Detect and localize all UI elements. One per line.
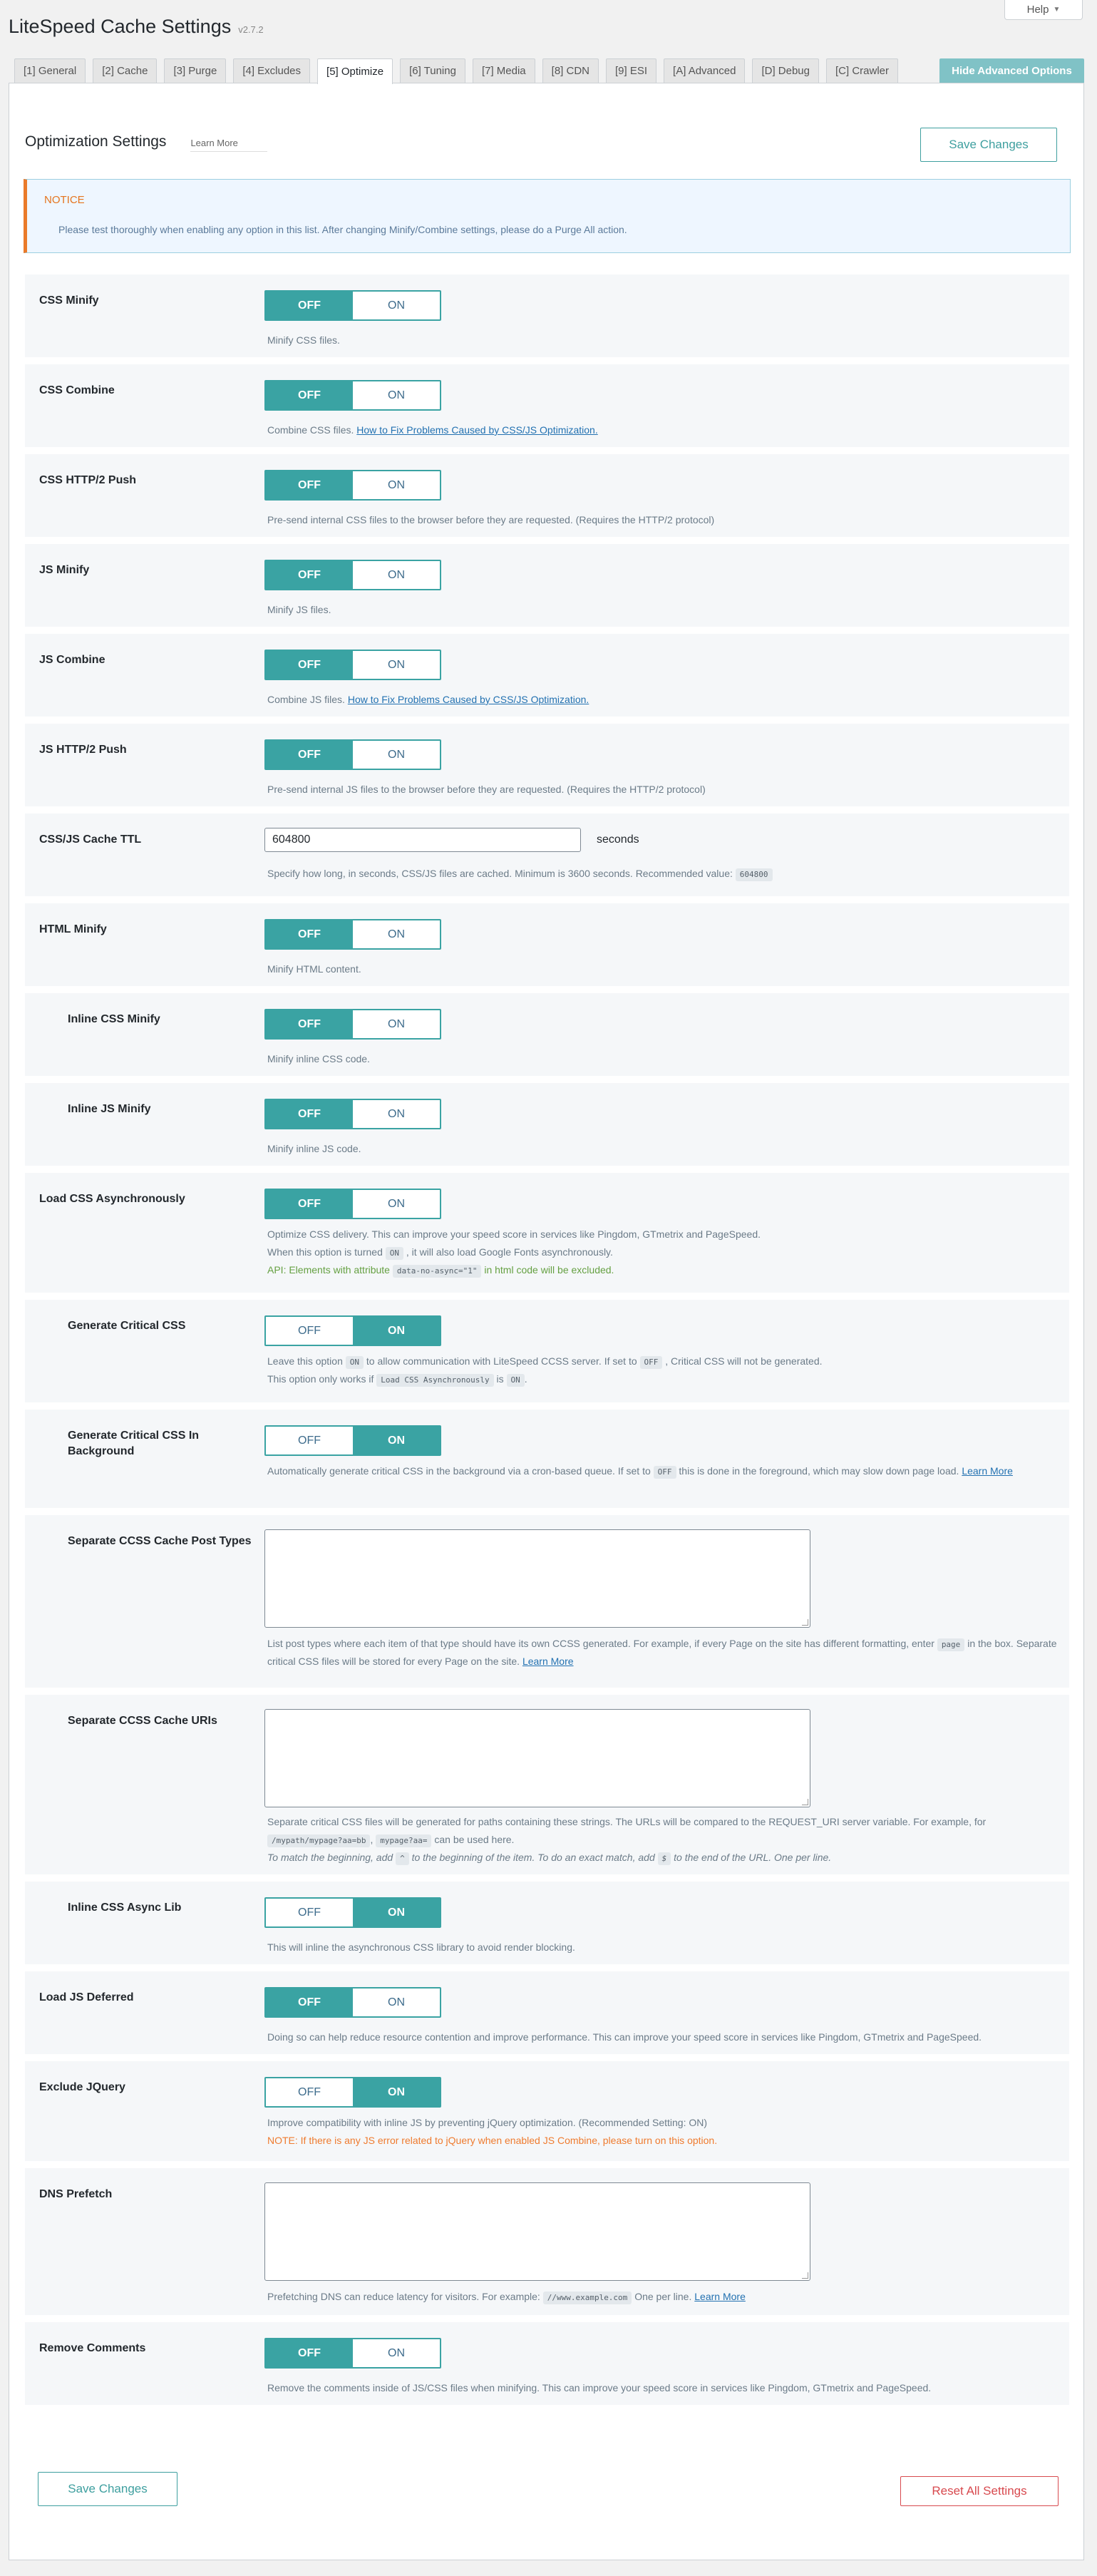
exclude-jquery-label: Exclude JQuery [39, 2081, 125, 2093]
sep-ccss-uri-path-code: /mypath/mypage?aa=bb [267, 1834, 370, 1847]
help-tab[interactable] [1004, 0, 1083, 20]
gen-critical-css-desc-2b: is [496, 1373, 504, 1385]
load-css-async-label: Load CSS Asynchronously [39, 1193, 185, 1205]
dns-prefetch-desc-b: One per line. [634, 2291, 692, 2302]
dns-prefetch-label: DNS Prefetch [39, 2188, 113, 2200]
js-http2-toggle[interactable] [264, 739, 441, 770]
css-combine-desc-text: Combine CSS files. [267, 424, 354, 436]
gen-critical-css-on[interactable]: ON [353, 1317, 440, 1345]
load-js-deferred-label: Load JS Deferred [39, 1991, 134, 2003]
load-css-async-desc-3b: in html code will be excluded. [484, 1264, 614, 1276]
tab-debug[interactable]: [D] Debug [752, 58, 819, 83]
row-load-js-deferred [25, 1971, 1069, 2054]
tab-advanced[interactable]: [A] Advanced [664, 58, 745, 83]
gen-critical-css-toggle[interactable] [264, 1315, 441, 1346]
gen-critical-bg-desc [267, 1462, 1059, 1480]
remove-comments-on[interactable]: ON [388, 2346, 405, 2359]
sep-ccss-uri-desc-2b: to the beginning of the item. To do an exact match, add [411, 1852, 655, 1863]
row-sep-ccss-post [25, 1515, 1069, 1688]
gen-critical-bg-off-code: OFF [654, 1466, 676, 1479]
cache-ttl-recommended-code: 604800 [736, 868, 773, 881]
html-minify-off[interactable]: OFF [266, 920, 353, 948]
load-css-async-on[interactable]: ON [388, 1197, 405, 1210]
cache-ttl-input[interactable] [264, 828, 581, 852]
row-css-minify [25, 274, 1069, 357]
dns-prefetch-textarea[interactable] [264, 2182, 810, 2281]
sep-ccss-uri-desc-1b: can be used here. [434, 1834, 515, 1845]
css-minify-on[interactable]: ON [388, 299, 405, 312]
inline-css-minify-off[interactable]: OFF [266, 1010, 353, 1038]
row-js-combine [25, 634, 1069, 717]
row-cache-ttl [25, 814, 1069, 896]
gen-critical-css-on-code: ON [346, 1356, 364, 1369]
css-http2-label: CSS HTTP/2 Push [39, 474, 137, 486]
dns-prefetch-desc [267, 2288, 1059, 2306]
js-minify-toggle[interactable] [264, 560, 441, 590]
load-css-async-desc-2b: , it will also load Google Fonts asynchronously. [406, 1246, 613, 1258]
row-sep-ccss-uri [25, 1695, 1069, 1874]
load-css-async-desc [267, 1226, 1059, 1279]
gen-critical-css-off-code: OFF [640, 1356, 663, 1369]
row-load-css-async [25, 1173, 1069, 1293]
load-css-async-off[interactable]: OFF [266, 1190, 353, 1218]
gen-critical-css-desc-1 [267, 1353, 1059, 1370]
sep-ccss-uri-label: Separate CCSS Cache URIs [68, 1715, 217, 1727]
sep-ccss-uri-textarea[interactable] [264, 1709, 810, 1807]
gen-critical-bg-label: Generate Critical CSS In Background [68, 1430, 200, 1457]
gen-critical-bg-desc-b: this is done in the foreground, which may slow down page load. [679, 1465, 959, 1477]
load-css-async-desc-2a: When this option is turned [267, 1246, 383, 1258]
js-http2-off[interactable]: OFF [266, 741, 353, 769]
css-http2-desc: Pre-send internal CSS files to the browser before they are requested. (Requires the HTTP/2 protocol) [267, 514, 715, 525]
sep-ccss-uri-dollar-code: $ [658, 1852, 671, 1865]
cache-ttl-unit: seconds [597, 833, 639, 846]
exclude-jquery-on[interactable]: ON [353, 2078, 440, 2106]
inline-js-minify-off[interactable]: OFF [266, 1100, 353, 1128]
css-combine-on[interactable]: ON [388, 389, 405, 401]
sep-ccss-post-desc-b: in the box. Separate critical CSS files will be stored for every Page on the site. [267, 1638, 1057, 1667]
js-combine-toggle[interactable] [264, 650, 441, 680]
gen-critical-css-desc [267, 1353, 1059, 1388]
version-label: v2.7.2 [238, 24, 264, 35]
html-minify-desc: Minify HTML content. [267, 963, 361, 975]
css-combine-label: CSS Combine [39, 384, 115, 396]
load-js-deferred-on[interactable]: ON [388, 1996, 405, 2008]
gen-critical-bg-off[interactable]: OFF [298, 1434, 321, 1447]
css-minify-toggle[interactable] [264, 290, 441, 321]
gen-critical-bg-on[interactable]: ON [353, 1427, 440, 1454]
tab-bar [14, 58, 898, 84]
page-title-text: LiteSpeed Cache Settings [9, 16, 232, 37]
inline-async-lib-off[interactable]: OFF [298, 1906, 321, 1919]
row-js-http2 [25, 724, 1069, 806]
exclude-jquery-desc [267, 2114, 1059, 2150]
inline-js-minify-toggle[interactable] [264, 1099, 441, 1129]
row-css-combine [25, 364, 1069, 447]
load-css-async-desc-3 [267, 1261, 1059, 1279]
load-js-deferred-toggle[interactable] [264, 1987, 441, 2018]
inline-css-minify-label: Inline CSS Minify [68, 1013, 160, 1025]
row-gen-critical-css [25, 1300, 1069, 1402]
sep-ccss-uri-query-code: mypage?aa= [376, 1834, 431, 1847]
css-combine-desc [267, 421, 1059, 439]
gen-critical-bg-toggle[interactable] [264, 1425, 441, 1456]
load-js-deferred-desc: Doing so can help reduce resource contention and improve performance. This can improve your speed score in services like Pingdom, GTmetrix and PageSpeed. [267, 2031, 982, 2043]
caret-down-icon: ▼ [1053, 6, 1061, 14]
row-css-http2 [25, 454, 1069, 537]
remove-comments-label: Remove Comments [39, 2342, 146, 2354]
inline-css-minify-toggle[interactable] [264, 1009, 441, 1040]
inline-js-minify-label: Inline JS Minify [68, 1103, 151, 1115]
css-combine-off[interactable]: OFF [266, 381, 353, 409]
gen-critical-css-desc-2a: This option only works if [267, 1373, 374, 1385]
gen-critical-css-desc-2c: . [524, 1373, 527, 1385]
inline-async-lib-label: Inline CSS Async Lib [68, 1902, 182, 1914]
inline-css-minify-on[interactable]: ON [388, 1017, 405, 1030]
section-header [25, 133, 267, 152]
load-js-deferred-off[interactable]: OFF [266, 1989, 353, 2016]
html-minify-on[interactable]: ON [388, 928, 405, 940]
tab-cdn[interactable]: [8] CDN [542, 58, 599, 83]
tab-esi[interactable]: [9] ESI [606, 58, 656, 83]
page-title [9, 16, 264, 38]
dns-prefetch-desc-a: Prefetching DNS can reduce latency for visitors. For example: [267, 2291, 540, 2302]
tab-optimize[interactable]: [5] Optimize [317, 58, 393, 84]
js-http2-label: JS HTTP/2 Push [39, 744, 127, 756]
inline-js-minify-desc: Minify inline JS code. [267, 1143, 361, 1154]
exclude-jquery-off[interactable]: OFF [298, 2085, 321, 2098]
row-exclude-jquery [25, 2061, 1069, 2161]
dns-prefetch-learn-more-link[interactable]: Learn More [694, 2291, 746, 2302]
css-minify-label: CSS Minify [39, 294, 99, 307]
row-remove-comments [25, 2322, 1069, 2405]
notice-title: NOTICE [44, 194, 85, 206]
remove-comments-toggle[interactable] [264, 2338, 441, 2369]
row-js-minify [25, 544, 1069, 627]
js-combine-fix-link[interactable]: How to Fix Problems Caused by CSS/JS Optimization. [347, 694, 589, 705]
css-combine-toggle[interactable] [264, 380, 441, 411]
js-minify-desc: Minify JS files. [267, 604, 331, 615]
settings-panel [9, 83, 1084, 2560]
js-http2-on[interactable]: ON [388, 748, 405, 761]
tab-cache[interactable]: [2] Cache [93, 58, 157, 83]
css-http2-off[interactable]: OFF [266, 471, 353, 499]
remove-comments-desc: Remove the comments inside of JS/CSS files when minifying. This can improve your speed score in services like Pingdom, GTmetrix and PageSpeed. [267, 2382, 932, 2393]
row-html-minify [25, 903, 1069, 986]
sep-ccss-uri-desc-1a: Separate critical CSS files will be generated for paths containing these strings. The URLs will be compared to the REQUEST_URI server variable. For example, for [267, 1816, 987, 1827]
gen-critical-css-desc-1b: to allow communication with LiteSpeed CCSS server. If set to [366, 1355, 637, 1367]
gen-critical-css-on-code-2: ON [507, 1374, 525, 1387]
sep-ccss-uri-caret-code: ^ [396, 1852, 409, 1865]
gen-critical-css-desc-1a: Leave this option [267, 1355, 343, 1367]
sep-ccss-post-learn-more-link[interactable]: Learn More [522, 1656, 574, 1667]
load-css-async-desc-3a: API: Elements with attribute [267, 1264, 390, 1276]
tab-purge[interactable]: [3] Purge [164, 58, 226, 83]
gen-critical-css-off[interactable]: OFF [298, 1324, 321, 1337]
reset-all-settings-button[interactable]: Reset All Settings [900, 2476, 1059, 2506]
js-combine-label: JS Combine [39, 654, 105, 666]
css-http2-on[interactable]: ON [388, 478, 405, 491]
inline-css-minify-desc: Minify inline CSS code. [267, 1053, 370, 1064]
js-minify-label: JS Minify [39, 564, 90, 576]
tab-excludes[interactable]: [4] Excludes [233, 58, 310, 83]
css-combine-fix-link[interactable]: How to Fix Problems Caused by CSS/JS Optimization. [356, 424, 598, 436]
help-label: Help [1026, 4, 1049, 16]
exclude-jquery-toggle[interactable] [264, 2077, 441, 2108]
load-css-async-desc-2 [267, 1243, 1059, 1261]
gen-critical-bg-learn-more-link[interactable]: Learn More [962, 1465, 1013, 1477]
dns-prefetch-example-code: //www.example.com [543, 2292, 632, 2304]
sep-ccss-uri-desc-2c: to the end of the URL. One per line. [674, 1852, 832, 1863]
sep-ccss-post-page-code: page [937, 1638, 965, 1651]
save-changes-button-bottom[interactable]: Save Changes [38, 2472, 177, 2506]
row-dns-prefetch [25, 2168, 1069, 2315]
js-minify-off[interactable]: OFF [266, 561, 353, 589]
load-css-async-toggle[interactable] [264, 1189, 441, 1219]
sep-ccss-uri-desc-2 [267, 1849, 1059, 1867]
hide-advanced-options-button[interactable]: Hide Advanced Options [939, 58, 1084, 83]
js-combine-desc-text: Combine JS files. [267, 694, 345, 705]
gen-critical-css-desc-1c: , Critical CSS will not be generated. [665, 1355, 823, 1367]
save-changes-button-top[interactable]: Save Changes [920, 128, 1057, 162]
sep-ccss-post-label: Separate CCSS Cache Post Types [68, 1535, 252, 1547]
remove-comments-off[interactable]: OFF [266, 2339, 353, 2367]
sep-ccss-uri-desc-2a: To match the beginning, add [267, 1852, 393, 1863]
sep-ccss-post-desc-a: List post types where each item of that type should have its own CCSS generated. For example, if every Page on the site has different formatting, enter [267, 1638, 934, 1649]
html-minify-toggle[interactable] [264, 919, 441, 950]
css-minify-desc: Minify CSS files. [267, 334, 340, 346]
js-combine-desc [267, 691, 1059, 709]
row-inline-css-minify [25, 993, 1069, 1076]
css-minify-off[interactable]: OFF [266, 292, 353, 319]
tab-crawler[interactable]: [C] Crawler [826, 58, 898, 83]
exclude-jquery-desc-text: Improve compatibility with inline JS by preventing jQuery optimization. (Recommended Setting: ON) [267, 2117, 708, 2128]
cache-ttl-desc-text: Specify how long, in seconds, CSS/JS files are cached. Minimum is 3600 seconds. Recommended value: [267, 868, 733, 879]
gen-critical-bg-desc-a: Automatically generate critical CSS in the background via a cron-based queue. If set to [267, 1465, 651, 1477]
load-css-async-desc-1: Optimize CSS delivery. This can improve your speed score in services like Pingdom, GTmetrix and PageSpeed. [267, 1228, 761, 1240]
row-inline-js-minify [25, 1083, 1069, 1166]
sep-ccss-post-textarea[interactable] [264, 1529, 810, 1628]
exclude-jquery-note: NOTE: If there is any JS error related to jQuery when enabled JS Combine, please turn on this option. [267, 2135, 718, 2146]
js-combine-on[interactable]: ON [388, 658, 405, 671]
load-css-async-attr-code: data-no-async="1" [393, 1265, 482, 1278]
sep-ccss-uri-desc-1: Separate critical CSS files will be generated for paths containing these strings. The URLs will be compared to the REQUEST_URI server variable. For example, for /mypath/mypage?aa=bb , mypage?aa= can be used here. [267, 1813, 1059, 1849]
js-minify-on[interactable]: ON [388, 568, 405, 581]
tab-tuning[interactable]: [6] Tuning [400, 58, 465, 83]
gen-critical-css-label: Generate Critical CSS [68, 1320, 186, 1332]
gen-critical-css-desc-2 [267, 1370, 1059, 1388]
html-minify-label: HTML Minify [39, 923, 107, 935]
js-combine-off[interactable]: OFF [266, 651, 353, 679]
inline-js-minify-on[interactable]: ON [388, 1107, 405, 1120]
notice-text: Please test thoroughly when enabling any option in this list. After changing Minify/Combine settings, please do a Purge All action. [58, 224, 627, 235]
sep-ccss-uri-desc [267, 1813, 1059, 1867]
section-title: Optimization Settings [25, 133, 167, 150]
inline-async-lib-toggle[interactable] [264, 1897, 441, 1928]
js-http2-desc: Pre-send internal JS files to the browser before they are requested. (Requires the HTTP/2 protocol) [267, 784, 706, 795]
cache-ttl-label: CSS/JS Cache TTL [39, 833, 142, 846]
tab-general[interactable]: [1] General [14, 58, 86, 83]
section-learn-more-link[interactable]: Learn More [190, 138, 267, 152]
cache-ttl-desc [267, 865, 1059, 883]
css-http2-toggle[interactable] [264, 470, 441, 501]
row-inline-async-lib [25, 1882, 1069, 1964]
inline-async-lib-desc: This will inline the asynchronous CSS library to avoid render blocking. [267, 1941, 575, 1953]
tab-media[interactable]: [7] Media [473, 58, 535, 83]
row-gen-critical-bg [25, 1410, 1069, 1508]
inline-async-lib-on[interactable]: ON [353, 1899, 440, 1926]
sep-ccss-post-desc [267, 1635, 1059, 1671]
notice-box [24, 179, 1071, 253]
gen-critical-css-async-code: Load CSS Asynchronously [376, 1374, 493, 1387]
load-css-async-on-code: ON [386, 1247, 403, 1260]
